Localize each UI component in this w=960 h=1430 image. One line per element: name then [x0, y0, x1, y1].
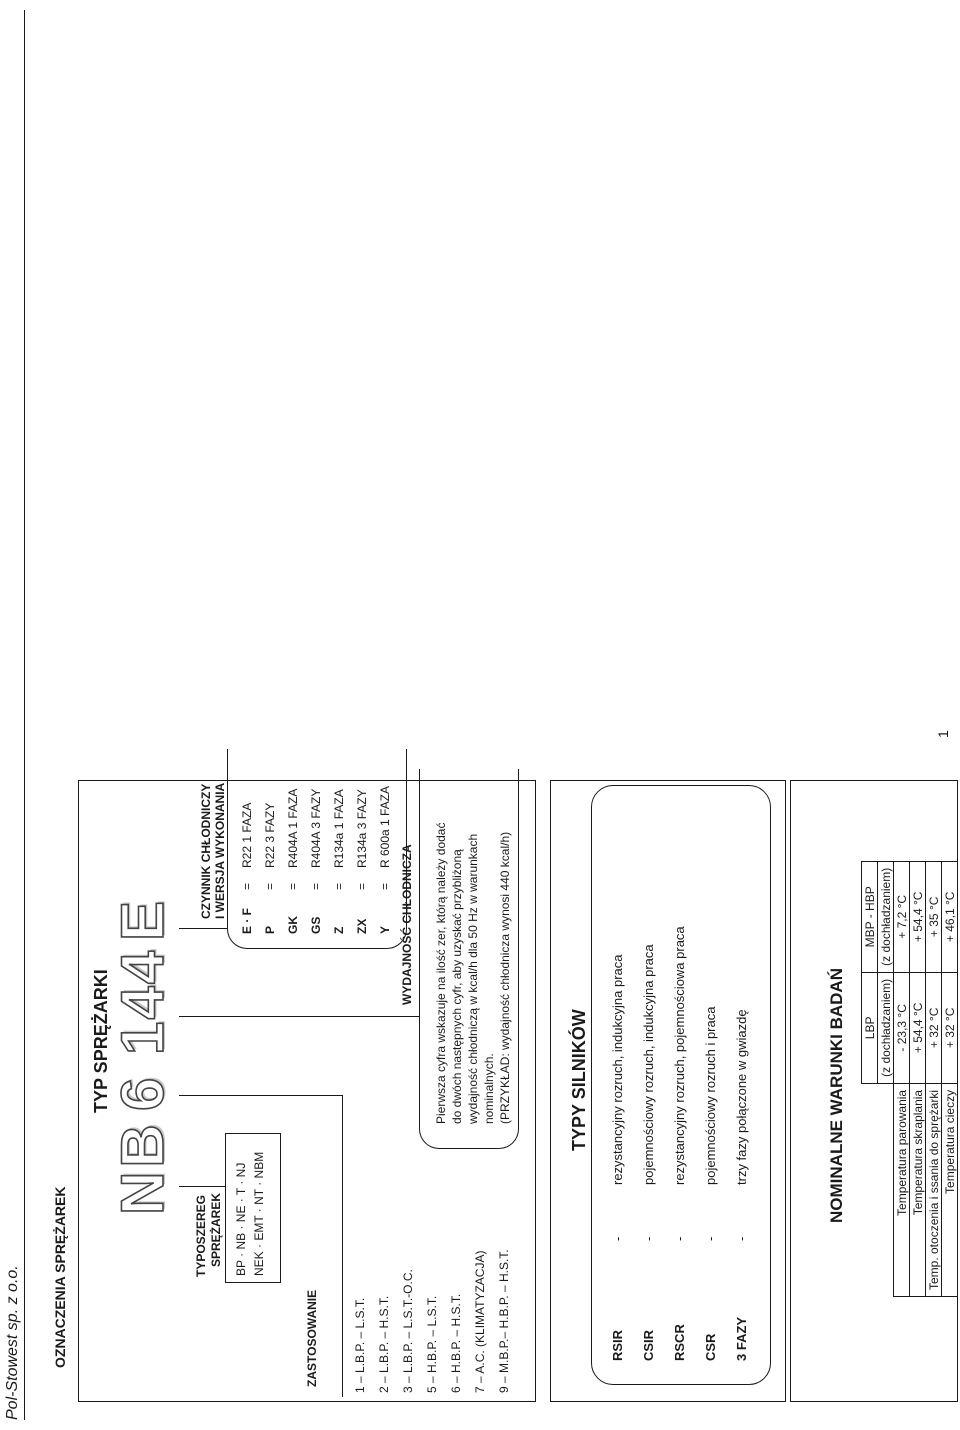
application-bracket — [342, 1189, 343, 1397]
motor-row — [610, 841, 634, 1361]
lbp-subheader: (z dochładzaniem) — [878, 972, 894, 1083]
motor-types-title: TYPY SILNIKÓW — [569, 1009, 589, 1151]
application-item: 2 – L.B.P. – H.S.T. — [377, 1295, 391, 1393]
motor-types-panel — [550, 780, 786, 1402]
capacity-box — [419, 769, 519, 1149]
series-line-2: NEK · EMT · NT · NBM — [252, 1151, 266, 1276]
test-conditions-table — [861, 861, 958, 1297]
refrigerant-eq: = — [240, 882, 254, 890]
model-code-capacity: 144 — [109, 948, 176, 1055]
motor-row — [703, 841, 727, 1361]
refrigerant-code: GS — [309, 916, 323, 934]
capacity-line: nominalnych. — [482, 1053, 496, 1124]
table-cell-hbp: + 7,2 °C — [894, 861, 910, 972]
table-cell-lbp: + 32 °C — [942, 972, 958, 1083]
motor-dash: - — [610, 1236, 625, 1241]
capacity-line: Pierwsza cyfra wskazuje na ilość zer, którą należy dodać — [434, 822, 448, 1124]
application-item: 3 – L.B.P. – L.S.T.-O.C. — [401, 1269, 415, 1393]
table-cell-lbp: - 23,3 °C — [894, 972, 910, 1083]
hbp-header: MBP - HBP — [862, 861, 878, 972]
motor-types-box — [591, 785, 771, 1385]
application-connector — [179, 1095, 343, 1096]
model-code-application: 6 — [109, 1077, 176, 1111]
refrigerant-desc: R 600a 1 FAZA — [378, 785, 392, 868]
table-cell-label: Temperatura skraplania — [910, 1083, 926, 1296]
capacity-title: WYDAJNOŚĆ CHŁODNICZA — [400, 844, 414, 1005]
application-title: ZASTOSOWANIE — [305, 1289, 319, 1387]
motor-code: CSIR — [641, 1329, 656, 1361]
refrigerant-row — [286, 754, 310, 934]
refrigerant-row — [332, 754, 356, 934]
capacity-line: do dwóch następnych cyfr, aby uzyskać przybliżoną — [450, 849, 464, 1124]
refrigerant-desc: R22 3 FAZY — [263, 802, 277, 868]
refrigerant-code: P — [263, 925, 277, 934]
hbp-subheader: (z dochładzaniem) — [878, 861, 894, 972]
motor-desc: rezystancyjny rozruch, indukcyjna praca — [610, 954, 625, 1185]
refrigerant-row — [309, 754, 333, 934]
motor-code: CSR — [703, 1333, 718, 1361]
motor-desc: pojemnościowy rozruch i praca — [703, 1006, 718, 1185]
motor-dash: - — [734, 1236, 749, 1241]
table-row — [942, 861, 958, 1296]
motor-code: RSIR — [610, 1329, 625, 1361]
motor-desc: rezystancyjny rozruch, pojemnościowa praca — [672, 926, 687, 1185]
refrigerant-code: GK — [286, 916, 300, 934]
designation-panel — [78, 780, 536, 1402]
test-conditions-title: NOMINALNE WARUNKI BADAŃ — [827, 968, 846, 1223]
motor-code: RSCR — [672, 1324, 687, 1361]
refrigerant-code: Y — [378, 925, 392, 934]
table-cell-lbp: + 32 °C — [926, 972, 942, 1083]
motor-desc: trzy fazy połączone w gwiazdę — [734, 1009, 749, 1185]
table-cell-lbp: + 54,4 °C — [910, 972, 926, 1083]
refrigerant-code: ZX — [355, 918, 369, 934]
refrigerant-eq: = — [355, 882, 369, 890]
table-cell-hbp: + 54,4 °C — [910, 861, 926, 972]
refrigerant-row — [240, 754, 264, 934]
motor-code: 3 FAZY — [734, 1316, 749, 1361]
refrigerant-desc: R22 1 FAZA — [240, 802, 254, 868]
refrigerant-eq: = — [309, 882, 323, 890]
series-title-1: TYPOSZEREG — [194, 1194, 208, 1277]
refrigerant-code: Z — [332, 926, 346, 934]
model-code-series: NB — [109, 1120, 176, 1215]
motor-desc: pojemnościowy rozruch, indukcyjna praca — [641, 944, 656, 1185]
table-row — [894, 861, 910, 1296]
refrigerant-row — [263, 754, 287, 934]
refrigerant-desc: R404A 1 FAZA — [286, 788, 300, 868]
refrigerant-eq: = — [332, 882, 346, 890]
motor-row — [734, 841, 758, 1361]
series-connector — [179, 1186, 225, 1187]
company-header: Pol-Stowest sp. z o.o. — [4, 1265, 21, 1420]
table-cell-hbp: + 46,1 °C — [942, 861, 958, 972]
table-row — [926, 861, 942, 1296]
application-item: 1 – L.B.P. – L.S.T. — [353, 1297, 367, 1393]
table-cell-label: Temperatura parowania — [894, 1083, 910, 1296]
capacity-line: wydajność chłodniczą w kcal/h dla 50 Hz w warunkach — [466, 833, 480, 1124]
capacity-line: (PRZYKŁAD: wydajność chłodnicza wynosi 440 kcal/h) — [498, 831, 512, 1124]
table-cell-label: Temp. otoczenia i ssania do sprężarki — [926, 1083, 942, 1296]
lbp-header: LBP — [862, 972, 878, 1083]
table-row — [910, 861, 926, 1296]
header-rule — [24, 10, 25, 1420]
page-number: 1 — [935, 730, 951, 738]
table-subheader-row — [878, 861, 894, 1296]
motor-dash: - — [672, 1236, 687, 1241]
series-box — [225, 1133, 281, 1283]
application-item: 6 – H.B.P. – H.S.T. — [449, 1293, 463, 1393]
application-item: 9 – M.B.P.– H.B.P. – H.S.T. — [497, 1249, 511, 1393]
application-item: 7 – A.C. (KLIMATYZACJA) — [473, 1250, 487, 1393]
application-connector-h — [342, 1096, 343, 1189]
refrigerant-eq: = — [263, 882, 277, 890]
refrigerant-title-2: I WERSJA WYKONANIA — [213, 782, 227, 919]
refrigerant-code: E · F — [240, 908, 254, 934]
capacity-connector — [179, 1016, 419, 1017]
table-header-row — [862, 861, 878, 1296]
refrigerant-title-1: CZYNNIK CHŁODNICZY — [199, 783, 213, 919]
series-title-2: SPRĘŻAREK — [209, 1192, 223, 1267]
model-code-refrigerant: E — [109, 900, 176, 941]
test-conditions-panel — [790, 780, 958, 1402]
refrigerant-box — [227, 749, 407, 949]
refrigerant-desc: R134a 1 FAZA — [332, 789, 346, 868]
series-line-1: BP · NB · NE · T · NJ — [234, 1162, 248, 1276]
motor-dash: - — [641, 1236, 656, 1241]
motor-dash: - — [703, 1236, 718, 1241]
page-title: OZNACZENIA SPRĘŻAREK — [52, 1186, 68, 1368]
application-item: 5 – H.B.P. – L.S.T. — [425, 1295, 439, 1393]
refrigerant-row — [378, 754, 402, 934]
refrigerant-eq: = — [286, 882, 300, 890]
refrigerant-desc: R134a 3 FAZY — [355, 789, 369, 868]
table-cell-label: Temperatura cieczy — [942, 1083, 958, 1296]
refrigerant-connector — [179, 928, 227, 929]
motor-row — [672, 841, 696, 1361]
refrigerant-eq: = — [378, 882, 392, 890]
motor-row — [641, 841, 665, 1361]
table-cell-hbp: + 35 °C — [926, 861, 942, 972]
refrigerant-desc: R404A 3 FAZY — [309, 788, 323, 868]
type-title: TYP SPRĘŻARKI — [91, 969, 111, 1113]
refrigerant-row — [355, 754, 379, 934]
